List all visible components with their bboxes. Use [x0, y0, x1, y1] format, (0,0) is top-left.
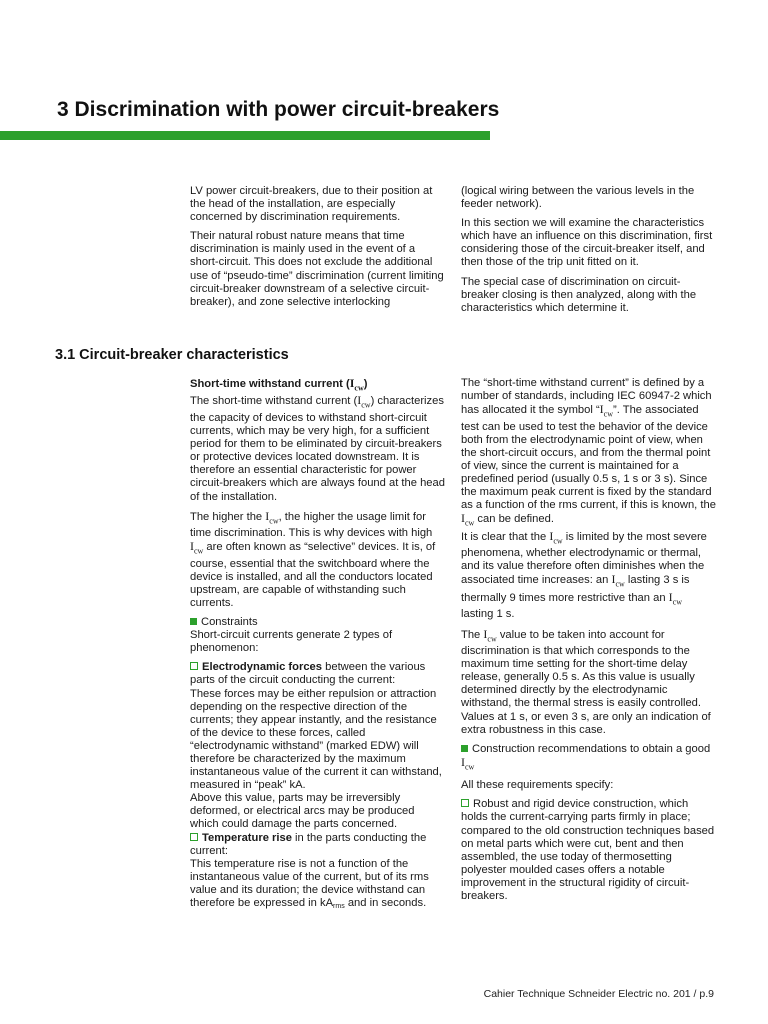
bullet-robust: Robust and rigid device construction, which holds the current-carrying parts firmly in place; compared to the old construction techniques based on metal parts which were cut, bent and then assembled, the use today of thermosetting polyester moulded cases offers a notable improvement in the structural rigidity of circuit-breakers. [461, 798, 715, 903]
icw-symbol: $I_{cw}$ [483, 626, 497, 643]
body-paragraph: All these requirements specify: [461, 779, 614, 792]
icw-symbol: $I_{cw}$ [461, 754, 475, 772]
icw-symbol: $I_{cw}$ [549, 528, 563, 546]
title-accent-bar [0, 131, 490, 140]
bullet-electrodynamic: Electrodynamic forces between the various parts of the circuit conducting the current: [190, 661, 426, 687]
filled-square-bullet-icon [190, 618, 197, 625]
body-paragraph: Above this value, parts may be irreversibly deformed, or electrical arcs may be produced which could damage the parts concerned. [190, 792, 415, 831]
body-paragraph: This temperature rise is not a function of the instantaneous value of the current, but of its rms value and its duration; the device withstand can therefore be expressed in kArms and in seconds. [190, 857, 429, 911]
body-column-left [190, 377, 446, 919]
intro-paragraph: Their natural robust nature means that time discrimination is mainly used in the event of a short-circuit. This does not exclude the additional use of “pseudo-time” discrimination (current limiting circuit-breaker downstream of a selective circuit-breaker), and zone selective interlocking [190, 230, 444, 308]
chapter-title: 3 Discrimination with power circuit-breakers [57, 98, 500, 121]
hollow-square-bullet-icon [461, 799, 469, 807]
intro-column-left [190, 185, 446, 315]
bullet-temperature: Temperature rise in the parts conducting the current: [190, 831, 427, 857]
icw-symbol: $I_{cw}$ [461, 511, 475, 528]
icw-symbol: $I_{cw}$ [265, 508, 279, 526]
page-footer: Cahier Technique Schneider Electric no. 201 / p.9 [483, 988, 714, 1000]
icw-symbol: $I_{cw}$ [611, 572, 625, 589]
hollow-square-bullet-icon [190, 662, 198, 670]
body-paragraph: The “short-time withstand current” is defined by a number of standards, including IEC 60947-2 which has allocated it the symbol “$I_{cw}$”. The associated test can be used to test the behavior of the device both from the electrodynamic point of view, when the short-circuit occurs, and from the thermal point of view, since the current is maintained for a predefined period (usually 0.5 s, 1 s or 3 s). Since the maximum peak current is fixed by the standard as a function of the rms current, if this is known, the $I_{cw}$ can be defined. [461, 377, 716, 528]
body-paragraph: The short-time withstand current $(I_{cw})$ characterizes the capacity of devices to withstand short-circuit currents, which may be very high, for a sufficient period for them to be eliminated by circuit-breakers or protective devices located downstream. It is therefore an essential characteristic for power circuit-breakers which are always found at the head of the installation. [190, 393, 445, 503]
intro-column-right [461, 185, 717, 321]
section-title: 3.1 Circuit-breaker characteristics [55, 347, 289, 363]
subsection-heading: Short-time withstand current $(I_{cw})$ [190, 376, 368, 393]
body-paragraph: It is clear that the $I_{cw}$ is limited by the most severe phenomena, whether electrodynamic or thermal, and its value therefore often diminishes when the associated time increases: an $I_{cw}$ lasting 3 s is thermally 9 times more restrictive than an $I_{cw}$ lasting 1 s. [461, 528, 707, 621]
bullet-constraints: Constraints [190, 616, 446, 629]
icw-symbol: $I_{cw}$ [190, 539, 204, 556]
icw-symbol: $I_{cw}$ [357, 393, 371, 410]
body-paragraph: The $I_{cw}$ value to be taken into account for discrimination is that which corresponds to the maximum time setting for the short-time delay release, generally 0.5 s. As this value is usually determined directly by the electrodynamic withstand, the thermal stress is easily controlled. Values at 1 s, or even 3 s, are only an indication of extra robustness in this case. [461, 626, 711, 736]
icw-symbol: $I_{cw}$ [599, 402, 613, 419]
body-paragraph: Short-circuit currents generate 2 types of phenomenon: [190, 629, 393, 655]
intro-paragraph: LV power circuit-breakers, due to their position at the head of the installation, are especially concerned by discrimination requirements. [190, 185, 433, 224]
body-paragraph: The higher the $I_{cw}$, the higher the usage limit for time discrimination. This is why devices with high $I_{cw}$ are often known as “selective” devices. It is, of course, essential that the switchboard where the device is installed, and all the conductors located upstream, are capable of withstanding such currents. [190, 508, 436, 609]
body-paragraph: These forces may be either repulsion or attraction depending on the respective direction of the currents; they appear instantly, and the resistance of the device to these forces, called “electrodynamic withstand” (marked EDW) will therefore be characterized by the maximum instantaneous value of the current it can withstand, measured in “peak” kA. [190, 687, 442, 792]
intro-paragraph: (logical wiring between the various levels in the feeder network). [461, 185, 695, 211]
bullet-construction: Construction recommendations to obtain a good $I_{cw}$ [461, 742, 711, 772]
body-column-right [461, 377, 717, 909]
filled-square-bullet-icon [461, 745, 468, 752]
intro-paragraph: In this section we will examine the characteristics which have an influence on this discrimination, first considering those of the circuit-breaker itself, and then those of the trip unit fitted on it. [461, 217, 713, 269]
icw-symbol: $I_{cw}$ [349, 376, 364, 393]
intro-paragraph: The special case of discrimination on circuit-breaker closing is then analyzed, along with the characteristics which determine it. [461, 275, 697, 314]
hollow-square-bullet-icon [190, 833, 198, 841]
icw-symbol: $I_{cw}$ [668, 589, 682, 607]
